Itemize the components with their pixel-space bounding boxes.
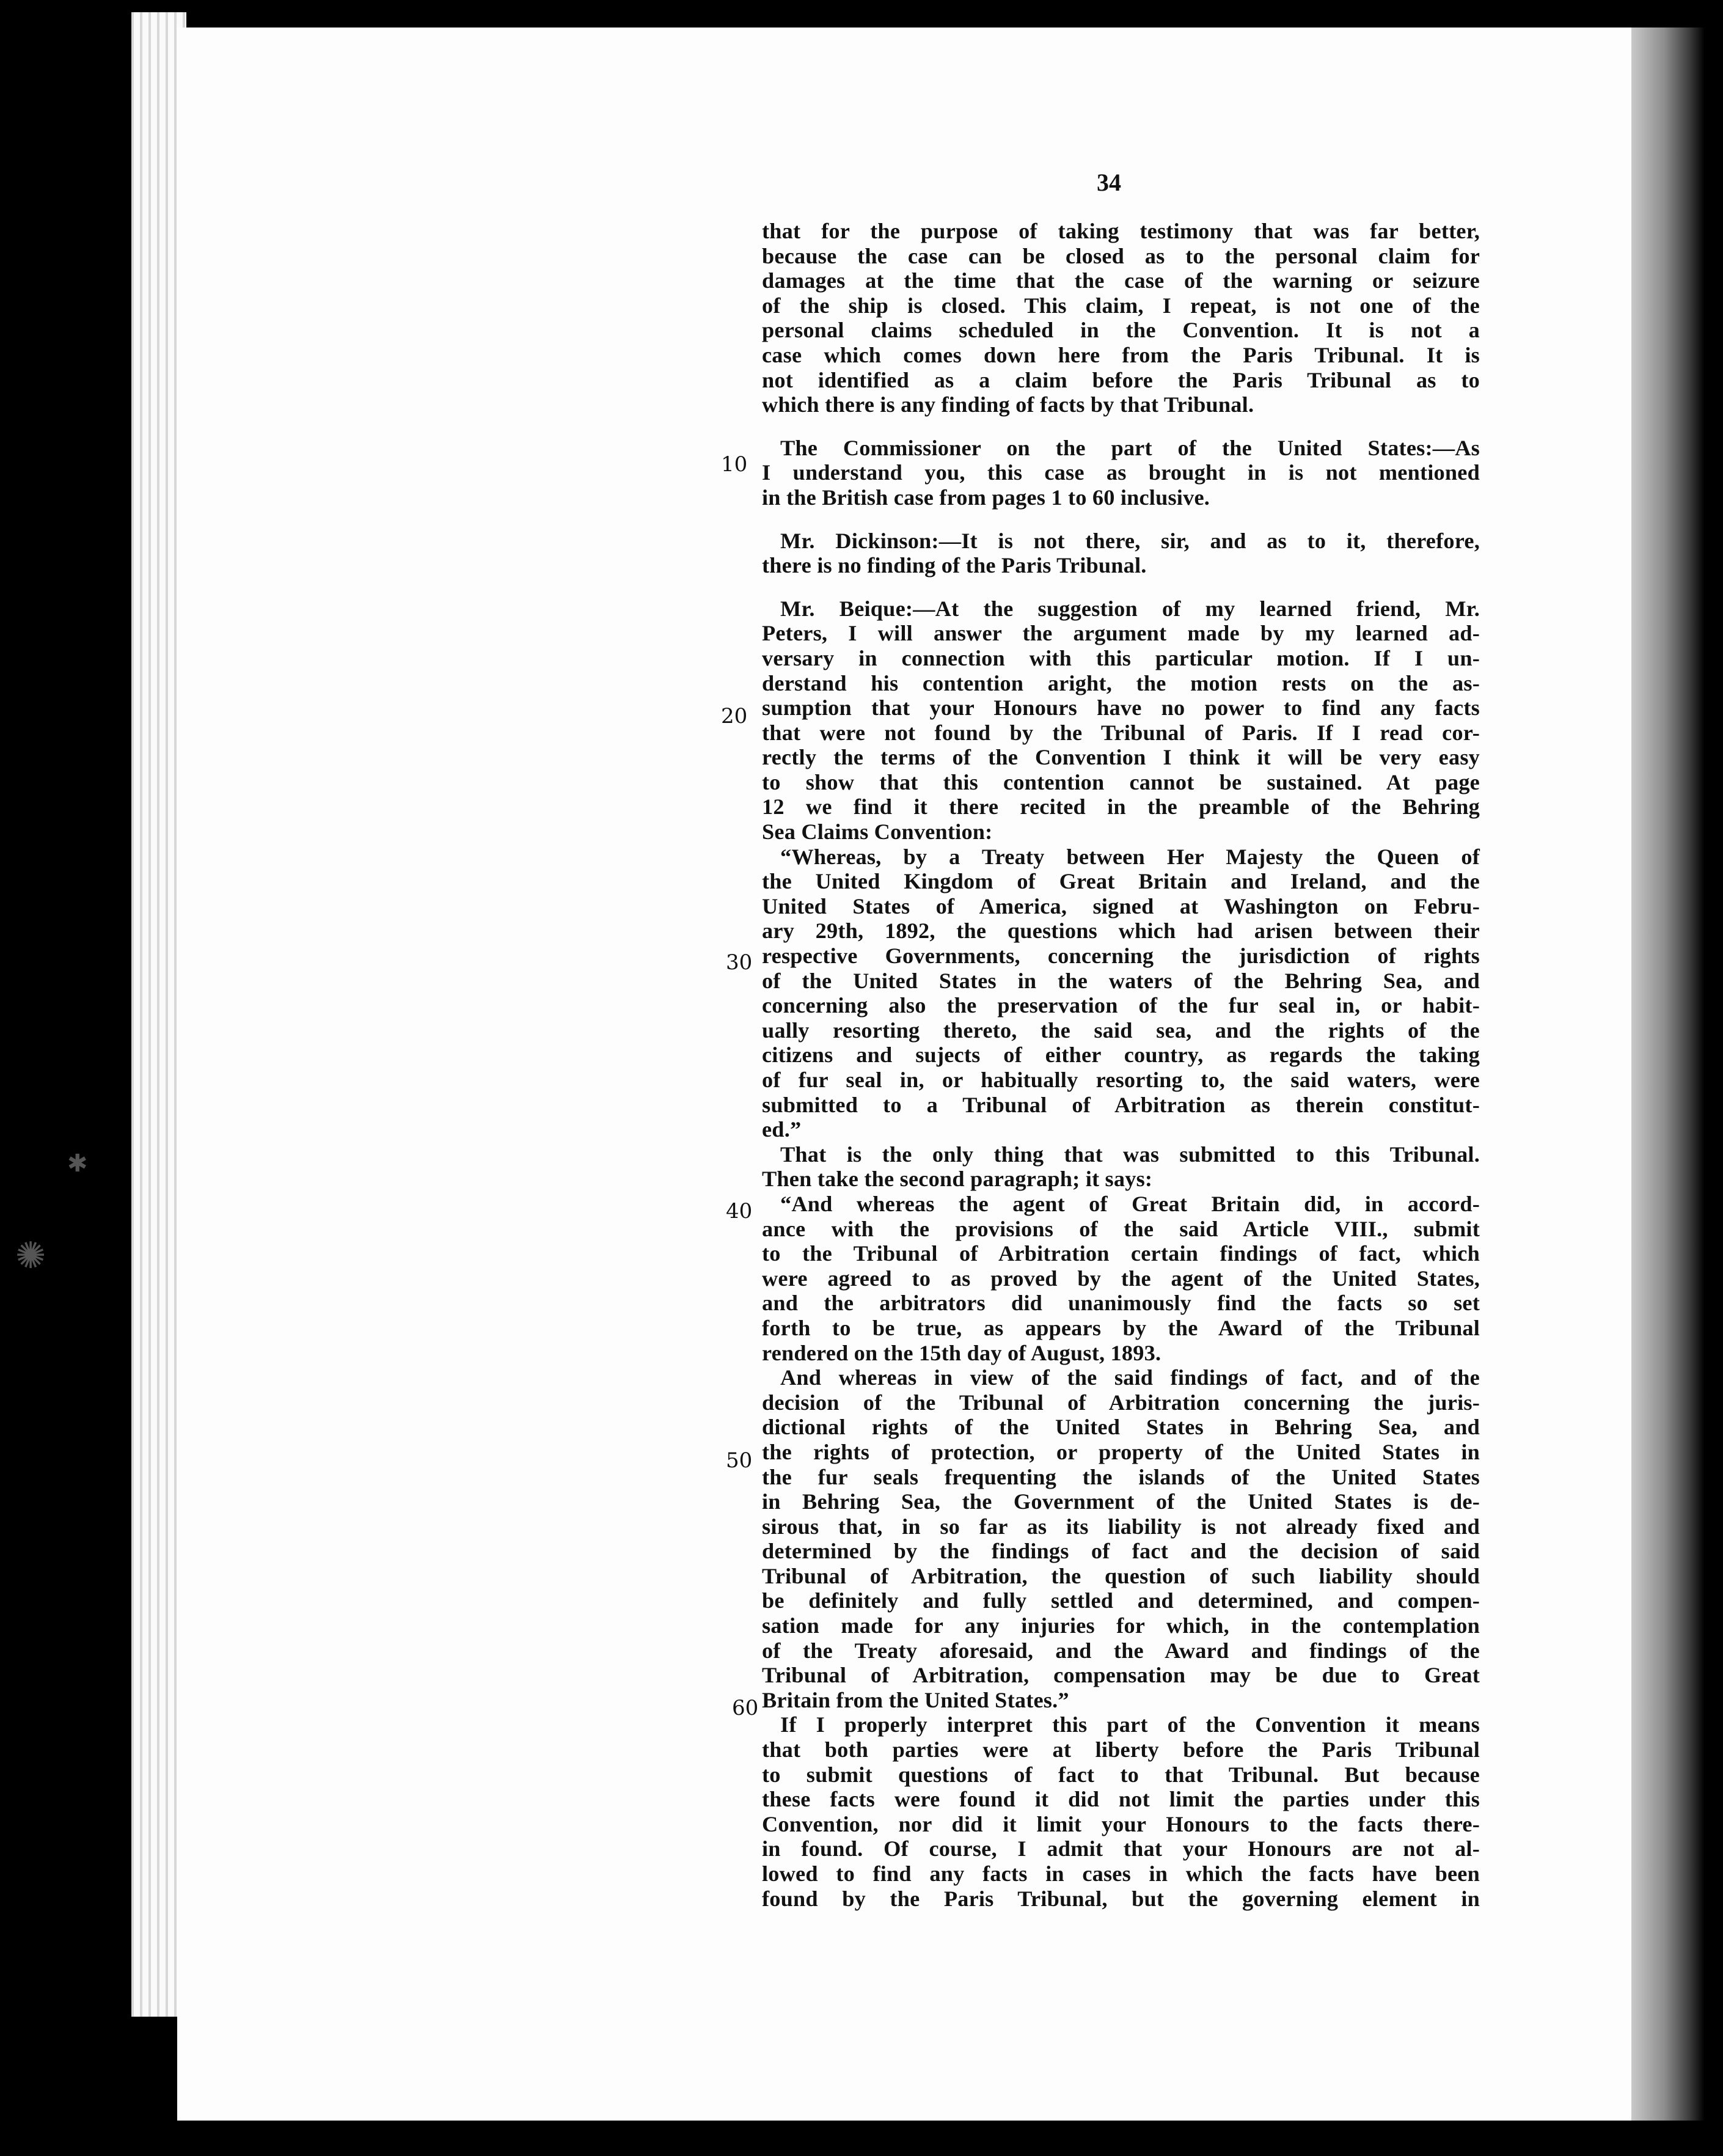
text-line: of the United States in the waters of the Behring Sea, and: [762, 968, 1480, 993]
text-line: found by the Paris Tribunal, but the governing element in: [762, 1886, 1480, 1911]
text-line: ed.”: [762, 1117, 802, 1142]
line-number-20: 20: [721, 704, 748, 728]
text-line: dictional rights of the United States in Behring Sea, and: [762, 1415, 1480, 1440]
text-line: that for the purpose of taking testimony that was far better,: [762, 219, 1480, 243]
text-line: Tribunal of Arbitration, the question of such liability should: [762, 1563, 1480, 1588]
text-line: ary 29th, 1892, the questions which had arisen between their: [762, 919, 1480, 944]
text-line: respective Governments, concerning the jurisdiction of rights: [762, 944, 1480, 969]
text-line: personal claims scheduled in the Convention. It is not a: [762, 318, 1480, 343]
text-line: the fur seals frequenting the islands of the United States: [762, 1464, 1480, 1489]
line-number-10: 10: [721, 452, 748, 477]
body-text: [762, 219, 1480, 1911]
text-line: sirous that, in so far as its liability is not already fixed and: [762, 1514, 1480, 1539]
text-line: to show that this contention cannot be sustained. At page: [762, 769, 1480, 794]
text-line: that both parties were at liberty before the Paris Tribunal: [762, 1737, 1480, 1762]
line-number-60: 60: [732, 1696, 759, 1720]
text-line: of the ship is closed. This claim, I repeat, is not one of the: [762, 293, 1480, 318]
text-line: Mr. Dickinson:—It is not there, sir, and as to it, therefore,: [780, 528, 1480, 553]
paragraph-gap: [762, 510, 1480, 529]
text-line: lowed to find any facts in cases in which the facts have been: [762, 1861, 1480, 1886]
line-number-30: 30: [726, 950, 753, 975]
text-line: be definitely and fully settled and determined, and compen-: [762, 1588, 1480, 1613]
text-line: ance with the provisions of the said Article VIII., submit: [762, 1216, 1480, 1241]
text-line: And whereas in view of the said findings of fact, and of the: [780, 1365, 1480, 1390]
text-line: damages at the time that the case of the warning or seizure: [762, 268, 1480, 293]
text-line: of fur seal in, or habitually resorting to, the said waters, were: [762, 1068, 1480, 1092]
text-line: citizens and sujects of either country, as regards the taking: [762, 1043, 1480, 1068]
margin-smudge: ✺: [15, 1236, 46, 1276]
text-line: “And whereas the agent of Great Britain did, in accord-: [780, 1191, 1480, 1216]
text-line: sation made for any injuries for which, in the contemplation: [762, 1613, 1480, 1638]
text-line: in found. Of course, I admit that your Honours are not al-: [762, 1836, 1480, 1861]
text-line: to the Tribunal of Arbitration certain findings of fact, which: [762, 1241, 1480, 1266]
text-line: forth to be true, as appears by the Award of the Tribunal: [762, 1315, 1480, 1340]
text-line: these facts were found it did not limit the parties under this: [762, 1787, 1480, 1812]
text-line: in the British case from pages 1 to 60 inclusive.: [762, 485, 1210, 510]
page-number: 34: [1097, 169, 1121, 196]
text-line: United States of America, signed at Washington on Febru-: [762, 893, 1480, 919]
paragraph-gap: [762, 417, 1480, 436]
text-line: The Commissioner on the part of the United States:—As: [780, 435, 1480, 460]
page-gutter-shadow: [1631, 28, 1705, 2121]
text-line: decision of the Tribunal of Arbitration concerning the juris-: [762, 1390, 1480, 1415]
text-line: Mr. Beique:—At the suggestion of my learned friend, Mr.: [780, 596, 1480, 621]
text-line: concerning also the preservation of the fur seal in, or habit-: [762, 993, 1480, 1018]
text-line: Britain from the United States.”: [762, 1687, 1069, 1712]
text-line: case which comes down here from the Paris Tribunal. It is: [762, 342, 1480, 367]
text-line: ually resorting thereto, the said sea, and the rights of the: [762, 1018, 1480, 1043]
text-line: rendered on the 15th day of August, 1893.: [762, 1340, 1161, 1365]
text-line: in Behring Sea, the Government of the United States is de-: [762, 1489, 1480, 1514]
line-number-50: 50: [726, 1448, 753, 1473]
text-line: That is the only thing that was submitted to this Tribunal.: [780, 1142, 1480, 1167]
text-line: Then take the second paragraph; it says:: [762, 1167, 1153, 1192]
paragraph-gap: [762, 578, 1480, 596]
text-line: the rights of protection, or property of the United States in: [762, 1439, 1480, 1464]
text-line: I understand you, this case as brought in is not mentioned: [762, 460, 1480, 485]
text-line: the United Kingdom of Great Britain and Ireland, and the: [762, 869, 1480, 894]
text-line: derstand his contention aright, the motion rests on the as-: [762, 670, 1480, 695]
text-line: Tribunal of Arbitration, compensation may be due to Great: [762, 1663, 1480, 1688]
text-line: because the case can be closed as to the personal claim for: [762, 243, 1480, 268]
text-line: determined by the findings of fact and the decision of said: [762, 1539, 1480, 1564]
text-line: that were not found by the Tribunal of Paris. If I read cor-: [762, 720, 1480, 745]
text-line: there is no finding of the Paris Tribunal.: [762, 553, 1147, 578]
text-line: of the Treaty aforesaid, and the Award and findings of the: [762, 1638, 1480, 1663]
text-line: Sea Claims Convention:: [762, 820, 993, 845]
line-number-40: 40: [726, 1199, 753, 1223]
margin-smudge: ✱: [67, 1150, 88, 1177]
text-line: which there is any finding of facts by that Tribunal.: [762, 392, 1254, 417]
text-line: If I properly interpret this part of the Convention it means: [780, 1712, 1480, 1737]
text-line: not identified as a claim before the Paris Tribunal as to: [762, 367, 1480, 392]
text-line: “Whereas, by a Treaty between Her Majesty the Queen of: [780, 844, 1480, 869]
text-line: to submit questions of fact to that Tribunal. But because: [762, 1762, 1480, 1787]
text-line: 12 we find it there recited in the preamble of the Behring: [762, 794, 1480, 820]
text-line: submitted to a Tribunal of Arbitration as therein constitut-: [762, 1092, 1480, 1117]
text-line: Peters, I will answer the argument made by my learned ad-: [762, 621, 1480, 646]
text-line: were agreed to as proved by the agent of the United States,: [762, 1266, 1480, 1291]
text-line: rectly the terms of the Convention I think it will be very easy: [762, 745, 1480, 770]
text-line: Convention, nor did it limit your Honours to the facts there-: [762, 1811, 1480, 1836]
text-line: sumption that your Honours have no power to find any facts: [762, 695, 1480, 721]
text-line: and the arbitrators did unanimously find the facts so set: [762, 1291, 1480, 1316]
text-line: versary in connection with this particular motion. If I un-: [762, 645, 1480, 670]
